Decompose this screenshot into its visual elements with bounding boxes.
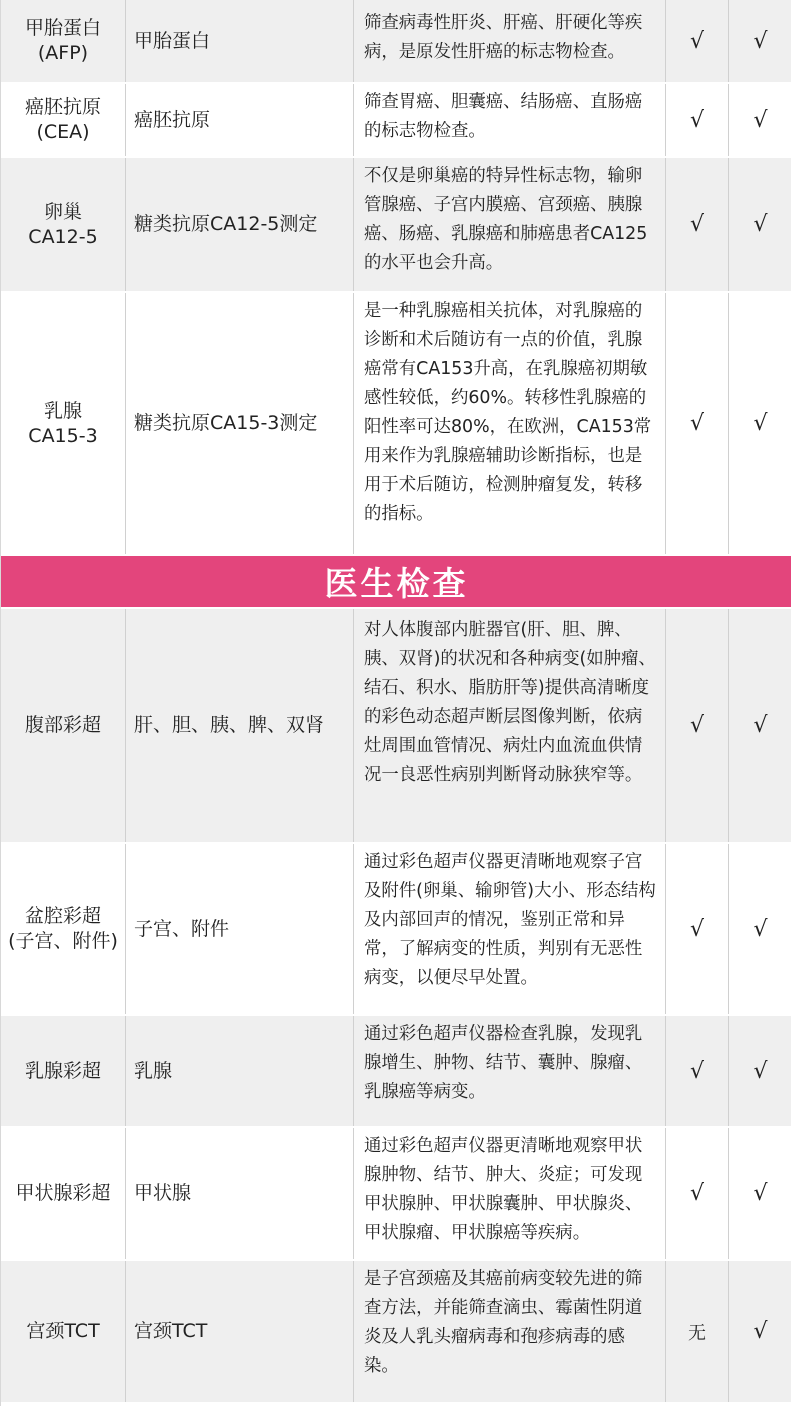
table-row xyxy=(1,0,791,84)
table-row xyxy=(1,1016,791,1128)
check-mark: √ xyxy=(666,158,729,291)
test-item: 糖类抗原CA12-5测定 xyxy=(126,158,354,291)
test-item: 肝、胆、胰、脾、双肾 xyxy=(126,609,354,842)
table-row xyxy=(1,1128,791,1261)
test-name: 盆腔彩超 (子宫、附件) xyxy=(1,844,126,1014)
test-name: 癌胚抗原 (CEA) xyxy=(1,84,126,156)
check-mark: √ xyxy=(666,84,729,156)
check-mark: √ xyxy=(753,28,768,54)
check-mark: √ xyxy=(666,844,729,1014)
test-name: 宫颈TCT xyxy=(1,1261,126,1402)
test-description: 不仅是卵巢癌的特异性标志物，输卵管腺癌、子宫内膜癌、宫颈癌、胰腺癌、肠癌、乳腺癌和肺癌患者CA125的水平也会升高。 xyxy=(354,158,666,291)
table-row xyxy=(1,844,791,1016)
test-description: 通过彩色超声仪器更清晰地观察甲状腺肿物、结节、肿大、炎症；可发现甲状腺肿、甲状腺囊肿、甲状腺炎、甲状腺瘤、甲状腺癌等疾病。 xyxy=(354,1128,666,1259)
check-mark: √ xyxy=(753,713,768,738)
check-mark: √ xyxy=(753,1058,768,1084)
test-item: 甲胎蛋白 xyxy=(126,0,354,82)
test-name: 甲状腺彩超 xyxy=(1,1128,126,1259)
check-mark: √ xyxy=(666,293,729,554)
check-mark: √ xyxy=(666,0,729,82)
test-description: 通过彩色超声仪器检查乳腺，发现乳腺增生、肿物、结节、囊肿、腺瘤、乳腺癌等病变。 xyxy=(354,1016,666,1126)
check-mark: √ xyxy=(666,1016,729,1126)
table-row xyxy=(1,609,791,844)
table-row xyxy=(1,1261,791,1402)
test-description: 通过彩色超声仪器更清晰地观察子宫及附件(卵巢、输卵管)大小、形态结构及内部回声的情况，鉴别正常和异常，了解病变的性质，判别有无恶性病变，以便尽早处置。 xyxy=(354,844,666,1014)
check-mark: √ xyxy=(753,212,768,237)
check-mark: √ xyxy=(753,1181,768,1206)
check-mark: √ xyxy=(753,916,768,942)
test-description: 筛查病毒性肝炎、肝癌、肝硬化等疾病，是原发性肝癌的标志物检查。 xyxy=(354,0,666,82)
check-mark: √ xyxy=(753,1319,768,1344)
test-item: 子宫、附件 xyxy=(126,844,354,1014)
test-item: 糖类抗原CA15-3测定 xyxy=(126,293,354,554)
test-description: 是子宫颈癌及其癌前病变较先进的筛查方法，并能筛查滴虫、霉菌性阴道炎及人乳头瘤病毒和孢疹病毒的感染。 xyxy=(354,1261,666,1402)
test-name: 乳腺 CA15-3 xyxy=(1,293,126,554)
test-name: 腹部彩超 xyxy=(1,609,126,842)
test-item: 宫颈TCT xyxy=(126,1261,354,1402)
test-item: 癌胚抗原 xyxy=(126,84,354,156)
check-mark: √ xyxy=(666,609,729,842)
test-name: 卵巢 CA12-5 xyxy=(1,158,126,291)
test-item: 乳腺 xyxy=(126,1016,354,1126)
table-row xyxy=(1,293,791,556)
check-mark: √ xyxy=(666,1128,729,1259)
test-description: 是一种乳腺癌相关抗体，对乳腺癌的诊断和术后随访有一点的价值，乳腺癌常有CA153升高，在乳腺癌初期敏感性较低，约60%。转移性乳腺癌的阳性率可达80%，在欧洲，CA153常用来作为乳腺癌辅助诊断指标，也是用于术后随访，检测肿瘤复发，转移的指标。 xyxy=(354,293,666,554)
test-description: 对人体腹部内脏器官(肝、胆、脾、胰、双肾)的状况和各种病变(如肿瘤、结石、积水、脂肪肝等)提供高清晰度的彩色动态超声断层图像判断，依病灶周围血管情况、病灶内血流血供情况一良恶性病别判断肾动脉狭窄等。 xyxy=(354,609,666,842)
table-row xyxy=(1,84,791,158)
section-banner: 医生检查 xyxy=(1,556,791,609)
test-name: 甲胎蛋白 (AFP) xyxy=(1,0,126,82)
not-included-mark: 无 xyxy=(666,1261,729,1402)
test-item: 甲状腺 xyxy=(126,1128,354,1259)
table-row xyxy=(1,158,791,293)
test-name: 乳腺彩超 xyxy=(1,1016,126,1126)
test-description: 筛查胃癌、胆囊癌、结肠癌、直肠癌的标志物检查。 xyxy=(354,84,666,156)
check-mark: √ xyxy=(753,107,768,133)
check-mark: √ xyxy=(753,411,768,436)
